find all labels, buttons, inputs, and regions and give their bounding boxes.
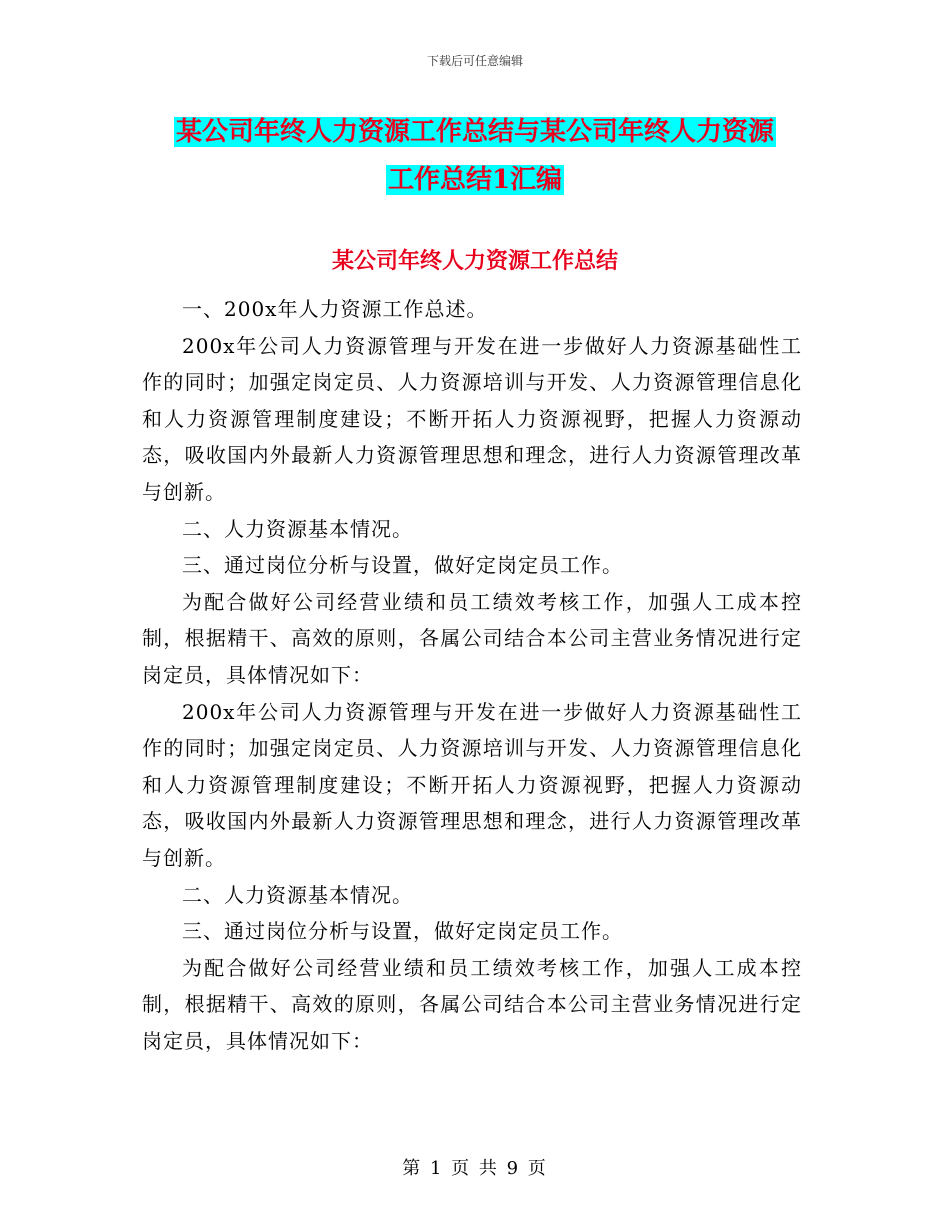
document-title-line-2: 工作总结1汇编 (387, 165, 563, 195)
page-number-footer: 第 1 页 共 9 页 (402, 1158, 548, 1179)
document-body (142, 291, 802, 1059)
header-note: 下载后可任意编辑 (426, 54, 523, 68)
document-title-line-1: 某公司年终人力资源工作总结与某公司年终人力资源 (175, 117, 774, 147)
document-title (140, 108, 810, 204)
paragraph: 二、人力资源基本情况。 (182, 516, 413, 541)
paragraph: 200x年公司人力资源管理与开发在进一步做好人力资源基础性工作的同时；加强定岗定员、人力资源培训与开发、人力资源管理信息化和人力资源管理制度建设；不断开拓人力资源视野，把握人力资源动态，吸收国内外最新人力资源管理思想和理念，进行人力资源管理改革与创新。 (142, 333, 802, 504)
section-title: 某公司年终人力资源工作总结 (331, 248, 618, 274)
paragraph: 一、200x年人力资源工作总述。 (182, 297, 488, 321)
paragraph: 三、通过岗位分析与设置，做好定岗定员工作。 (182, 553, 623, 578)
paragraph: 二、人力资源基本情况。 (182, 882, 413, 907)
paragraph: 200x年公司人力资源管理与开发在进一步做好人力资源基础性工作的同时；加强定岗定员、人力资源培训与开发、人力资源管理信息化和人力资源管理制度建设；不断开拓人力资源视野，把握人力资源动态，吸收国内外最新人力资源管理思想和理念，进行人力资源管理改革与创新。 (142, 699, 802, 870)
paragraph: 为配合做好公司经营业绩和员工绩效考核工作，加强人工成本控制，根据精干、高效的原则，各属公司结合本公司主营业务情况进行定岗定员，具体情况如下： (142, 589, 802, 687)
paragraph: 为配合做好公司经营业绩和员工绩效考核工作，加强人工成本控制，根据精干、高效的原则，各属公司结合本公司主营业务情况进行定岗定员，具体情况如下： (142, 955, 802, 1053)
paragraph: 三、通过岗位分析与设置，做好定岗定员工作。 (182, 919, 623, 944)
